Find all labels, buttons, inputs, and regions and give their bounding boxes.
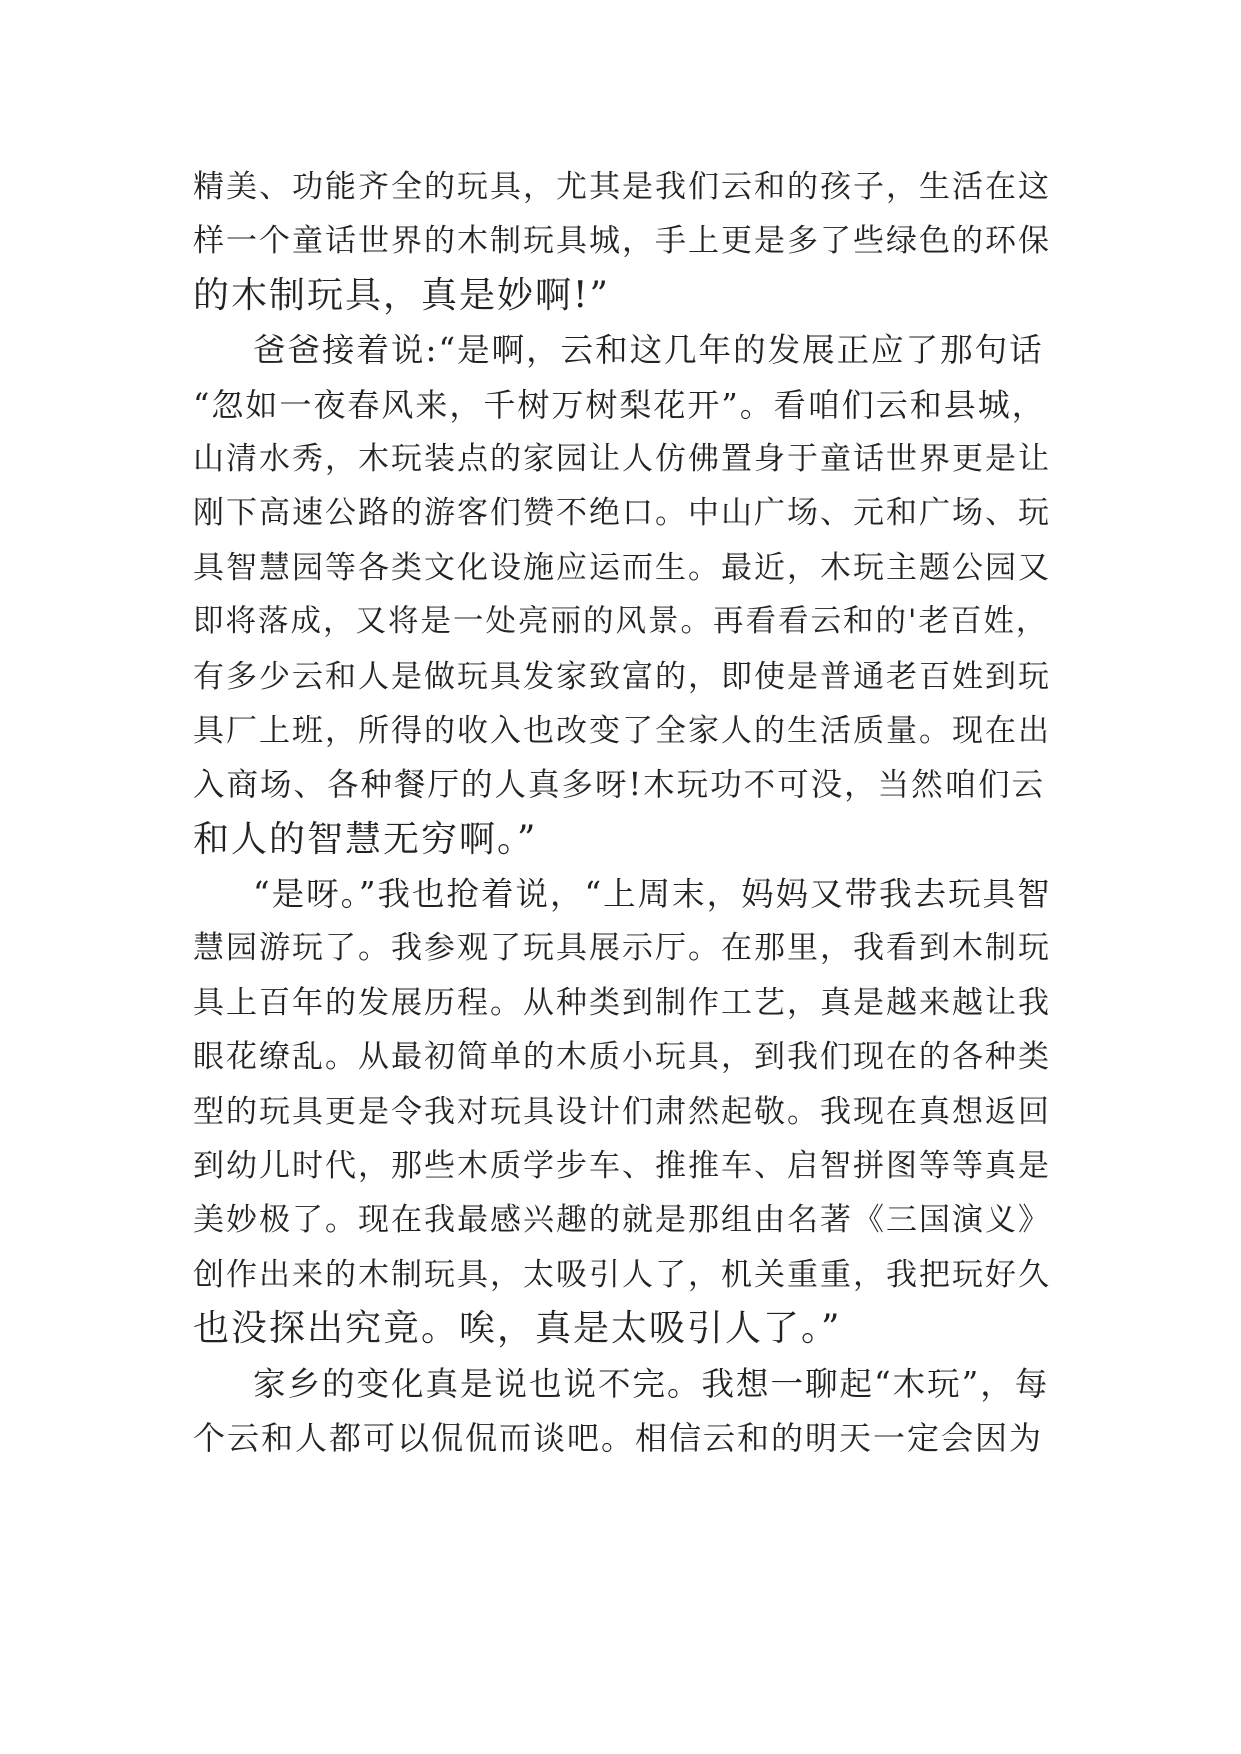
text-line: 家乡的变化真是说也说不完。我想一聊起“木玩”，每: [253, 1364, 1050, 1403]
text-line: 具厂上班，所得的收入也改变了全家人的生活质量。现在出: [193, 712, 1051, 749]
text-line: 型的玩具更是令我对玩具设计们肃然起敬。我现在真想返回: [193, 1093, 1051, 1130]
text-line: 眼花缭乱。从最初简单的木质小玩具，到我们现在的各种类: [193, 1039, 1051, 1076]
text-line: 个云和人都可以侃侃而谈吧。相信云和的明天一定会因为: [193, 1418, 1044, 1457]
text-line: 山清水秀，木玩装点的家园让人仿佛置身于童话世界更是让: [193, 440, 1051, 477]
text-line: 创作出来的木制玩具，太吸引人了，机关重重，我把玩好久: [193, 1256, 1051, 1293]
text-line: 和人的智慧无穷啊。”: [193, 818, 538, 860]
body-text: [193, 160, 1053, 1465]
text-line: 入商场、各种餐厅的人真多呀!木玩功不可没，当然咱们云: [193, 767, 1046, 804]
text-line: 美妙极了。现在我最感兴趣的就是那组由名著《三国演义》: [193, 1202, 1051, 1239]
text-line: 到幼儿时代，那些木质学步车、推推车、启智拼图等等真是: [193, 1148, 1051, 1185]
text-line: “忽如一夜春风来，千树万树梨花开”。看咱们云和县城，: [193, 385, 1046, 424]
text-line: 精美、功能齐全的玩具，尤其是我们云和的孩子，生活在这: [193, 169, 1051, 205]
text-line: 样一个童话世界的木制玩具城，手上更是多了些绿色的环保: [193, 223, 1051, 260]
text-line: 具智慧园等各类文化设施应运而生。最近，木玩主题公园又: [193, 549, 1051, 586]
text-line: 刚下高速公路的游客们赞不绝口。中山广场、元和广场、玩: [193, 495, 1051, 532]
text-line: 的木制玩具，真是妙啊!”: [193, 274, 610, 316]
text-line: 也没探出究竟。唉，真是太吸引人了。”: [193, 1308, 842, 1350]
text-line: 具上百年的发展历程。从种类到制作工艺，真是越来越让我: [193, 984, 1051, 1021]
text-line: 爸爸接着说:“是啊，云和这几年的发展正应了那句话: [253, 331, 1044, 370]
text-line: 慧园游玩了。我参观了玩具展示厅。在那里，我看到木制玩: [193, 930, 1051, 967]
text-line: 即将落成，又将是一处亮丽的风景。再看看云和的'老百姓，: [193, 604, 1049, 640]
text-line: “是呀。”我也抢着说，“上周末，妈妈又带我去玩具智: [253, 875, 1052, 914]
text-line: 有多少云和人是做玩具发家致富的，即使是普通老百姓到玩: [193, 658, 1051, 695]
